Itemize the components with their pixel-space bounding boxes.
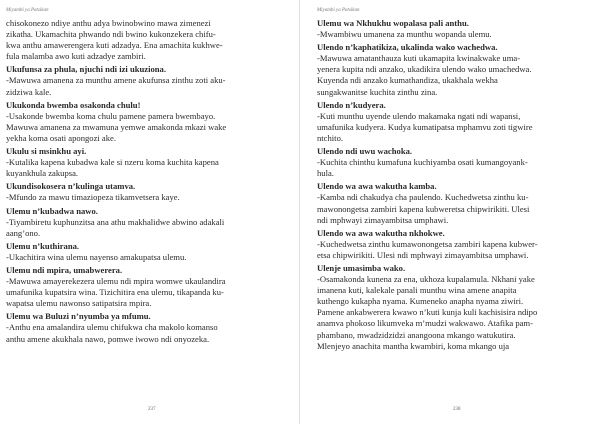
page-number: 237 — [148, 407, 156, 412]
text-line: umafunika kudyera. Kudya kumatipatsa mphamvu zoti tigwire — [317, 121, 533, 132]
proverb-heading: Ulemu wa Nkhukhu wopalasa pali anthu. — [317, 18, 469, 28]
proverb-entry — [317, 181, 593, 225]
proverb-entry — [6, 265, 294, 309]
text-line: hula. — [317, 168, 334, 179]
text-line: -Mawuwa amatanthauza kuti ukamapita kwinakwake uma- — [317, 53, 521, 64]
text-line: -Mfundo za mawu timaziopeza tikamvetsera kaye. — [6, 192, 180, 203]
text-line: -Mawuwa amayerekezera ulemu ndi mpira womwe ukaulandira — [6, 276, 226, 287]
proverb-heading: Ulendo n’kudyera. — [317, 99, 386, 110]
proverb-entry — [6, 206, 294, 239]
text-line: zidziwa kale. — [6, 86, 52, 97]
proverb-heading: Ukundisokosera n’kulinga utamva. — [6, 181, 136, 192]
proverb-heading: Ulemu ndi mpira, umabwerera. — [6, 264, 123, 275]
proverb-entry — [317, 42, 593, 97]
text-line: -Kuchedwetsa zinthu kumawonongetsa zambiri kapena kubwer- — [317, 238, 538, 249]
page-number: 238 — [453, 407, 461, 412]
text-line: aang’ono. — [6, 227, 41, 238]
text-line: kuyankhula zakupsa. — [6, 168, 79, 179]
text-line: Mlenjeyo anachita mantha kwambiri, koma mkango uja — [317, 340, 510, 351]
proverb-entry — [6, 181, 294, 203]
text-line: sungakwanitse kuchita zinthu zina. — [317, 86, 438, 97]
text-line: Pamene ankabwerera kwawo n’kuti kunja kuli kachisisira ndipo — [317, 307, 538, 318]
proverb-heading: Ulemu n’kubadwa nawo. — [6, 205, 98, 216]
text-line: yenera kupita ndi anzako, ukadikira ulendo wako umachedwa. — [317, 64, 532, 75]
text-line: Mawuwa amanena za mwamuna yemwe amakonda mkazi wake — [6, 121, 227, 132]
text-line: -Ukachitira wina ulemu nayenso amakupatsa ulemu. — [6, 251, 187, 262]
proverb-heading: Ukulu si msinkhu ayi. — [6, 146, 87, 157]
text-line: umafunika kupatsira wina. Tizichitira ena ulemu, tikapanda ku- — [6, 287, 224, 298]
text-line: phambano, mwadzidzidzi anangoona mkango watukutira. — [317, 329, 516, 340]
proverb-heading: Ulendo n’kaphatikiza, ukalinda wako wachedwa. — [317, 42, 498, 53]
proverb-heading: Ukukonda bwemba osakonda chulu! — [6, 99, 141, 110]
text-line: ntchito. — [317, 132, 344, 143]
text-line: -Kuti munthu uyende ulendo makamaka ngati ndi wapansi, — [317, 110, 521, 121]
text-line: -Usakonde bwemba koma chulu pamene pamera bwembayo. — [6, 110, 216, 121]
proverb-entry — [6, 100, 294, 144]
running-head: Miyambi ya Patsikan — [317, 8, 360, 13]
text-line: yekha koma osati apongozi ake. — [6, 132, 117, 143]
text-line: -Kutalika kapena kubadwa kale si nzeru koma kuchita kapena — [6, 157, 219, 168]
proverb-heading: Ulemu n’kuthirana. — [6, 240, 80, 251]
proverb-entry — [317, 146, 593, 179]
proverb-heading: Ulendo wa awa wakutha nkhokwe. — [317, 227, 445, 238]
proverb-heading: Ulemu wa Buluzi n’nyumba ya mfumu. — [6, 311, 151, 322]
proverb-heading: Ulenje umasimba wako. — [317, 262, 406, 273]
text-line: mawonongetsa zambiri kapena kubweretsa chipwirikiti. Ulesi — [317, 203, 530, 214]
proverb-entry — [6, 64, 294, 97]
page-content — [317, 18, 593, 352]
text-line: kuthengo kukapha nyama. Kumeneko anapha nyama ziwiri. — [317, 296, 524, 307]
text-line: -Mwambiwu umanena za munthu wopanda ulemu. — [317, 29, 492, 40]
text-line: ndi mphwayi zimayambitsa umphawi. — [317, 214, 449, 225]
proverb-entry — [317, 263, 593, 352]
proverb-entry — [317, 100, 593, 144]
text-block — [6, 18, 294, 62]
text-line: anthu amene akukhala nawo, pomwe iwowo ndi onyozeka. — [6, 333, 210, 344]
page-content — [6, 18, 294, 345]
proverb-entry — [317, 18, 593, 40]
text-line: -Osamakonda kunena za ena, ukhoza kupalamula. Nkhani yake — [317, 274, 535, 285]
text-line: chisokonezo ndiye anthu adya bwinobwino mawa zimenezi — [6, 18, 211, 28]
proverb-heading: Ukufunsa za phula, njuchi ndi izi ukuziona. — [6, 64, 166, 75]
text-line: -Mawuwa amanena za munthu amene akufunsa zinthu zoti aku- — [6, 75, 226, 86]
right-page — [300, 0, 600, 424]
text-line: zikatha. Ukamachita phwando ndi bwino kukonzekera chifu- — [6, 29, 216, 40]
text-line: -Kuchita chinthu kumafuna kuchiyamba osati kumangoyank- — [317, 157, 528, 168]
text-line: -Anthu ena amalandira ulemu chifukwa cha makolo komanso — [6, 322, 218, 333]
proverb-entry — [6, 241, 294, 263]
text-line: wapatsa ulemu nawonso satipatsira mpira. — [6, 298, 152, 309]
proverb-entry — [317, 228, 593, 261]
proverb-entry — [6, 311, 294, 344]
proverb-entry — [6, 146, 294, 179]
running-head: Miyambi ya Patsikan — [6, 8, 49, 13]
text-line: anamva phokoso likumveka m’mudzi wakwawo. Atafika pam- — [317, 318, 533, 329]
text-line: -Tiyambiretu kuphunzitsa ana athu makhalidwe abwino adakali — [6, 216, 225, 227]
text-line: Kuyenda ndi anzako kumathandiza, ukakhala wekha — [317, 75, 498, 86]
proverb-heading: Ulendo ndi uwu wachoka. — [317, 146, 413, 157]
text-line: fula malamba awo kuti adzadye zambiri. — [6, 51, 146, 62]
proverb-heading: Ulendo wa awa wakutha kamba. — [317, 181, 437, 192]
text-line: kwa anthu amawerengera kuti adzadya. Ena amachita kukhwe- — [6, 40, 223, 51]
text-line: imanena kuti, kalekale panali munthu wina amene anapita — [317, 285, 517, 296]
text-line: -Kamba ndi chakudya cha paulendo. Kuchedwetsa zinthu ku- — [317, 192, 529, 203]
text-line: etsa chipwirikiti. Ulesi ndi mphwayi zimayambitsa umphawi. — [317, 249, 529, 260]
